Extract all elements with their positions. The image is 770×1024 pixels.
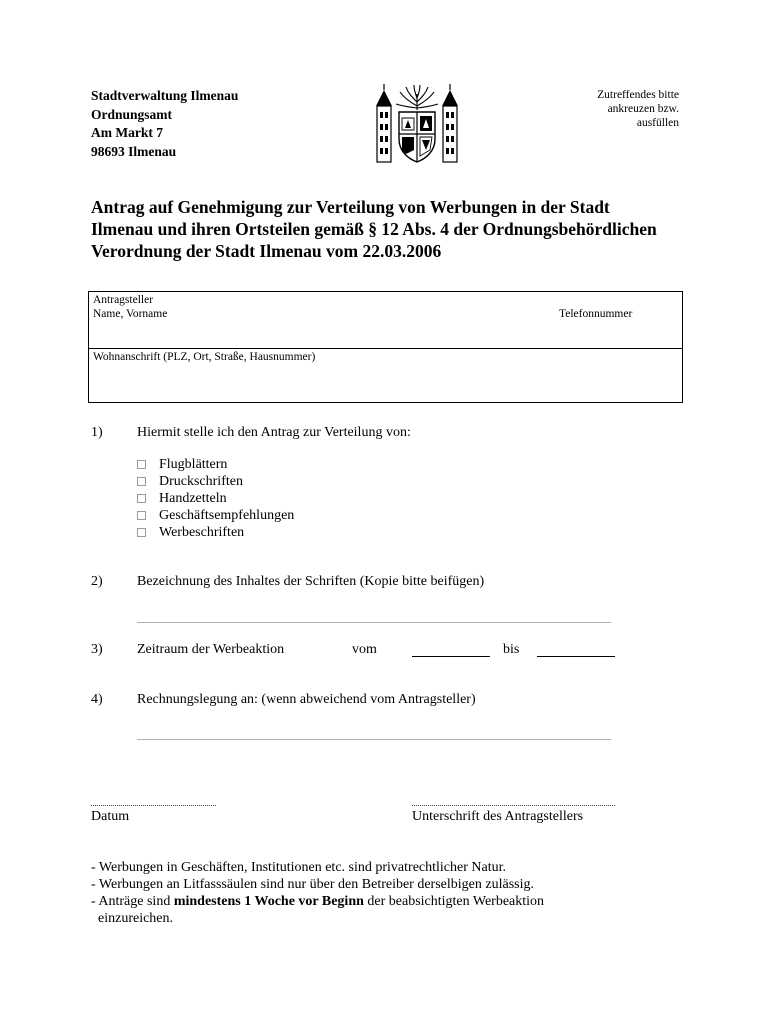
hint-line: Zutreffendes bitte	[597, 89, 679, 101]
section-4-text: Rechnungslegung an: (wenn abweichend vom Antragsteller)	[137, 692, 476, 707]
note-text: der beabsichtigten Werbeaktion	[363, 894, 545, 909]
option-druckschriften[interactable]	[137, 473, 294, 490]
title-line: Ilmenau und ihren Ortsteilen gemäß § 12 Abs. 4 der Ordnungsbehördlichen	[91, 219, 657, 239]
phone-field-label[interactable]: Telefonnummer	[559, 308, 633, 320]
hint-line: ausfüllen	[636, 117, 679, 129]
coat-of-arms-icon	[372, 84, 462, 164]
applicant-heading: Antragsteller	[93, 294, 154, 306]
to-label: bis	[503, 642, 520, 657]
form-title	[91, 196, 691, 262]
address-line: Am Markt 7	[91, 125, 163, 140]
sender-address	[91, 87, 238, 161]
title-line: Verordnung der Stadt Ilmenau vom 22.03.2006	[91, 241, 442, 261]
section-1-text: Hiermit stelle ich den Antrag zur Verteilung von:	[137, 425, 411, 440]
date-line[interactable]	[91, 805, 216, 806]
content-description-line[interactable]	[137, 622, 611, 623]
box-divider	[89, 348, 682, 349]
section-4-number: 4)	[91, 692, 103, 707]
address-field-label[interactable]: Wohnanschrift (PLZ, Ort, Straße, Hausnummer)	[93, 351, 316, 363]
note-emphasis: mindestens 1 Woche vor Beginn	[173, 894, 364, 909]
option-label: Handzetteln	[159, 491, 227, 506]
option-label: Geschäftsempfehlungen	[159, 508, 295, 523]
option-flugblaetter[interactable]	[137, 456, 294, 473]
option-label: Druckschriften	[159, 474, 243, 489]
checkbox[interactable]	[137, 494, 146, 503]
address-line: Stadtverwaltung Ilmenau	[91, 88, 239, 103]
name-field-label[interactable]: Name, Vorname	[93, 308, 168, 320]
section-2-text: Bezeichnung des Inhaltes der Schriften (Kopie bitte beifügen)	[137, 574, 485, 589]
signature-label: Unterschrift des Antragstellers	[412, 809, 584, 824]
section-2-number: 2)	[91, 574, 103, 589]
from-date-line[interactable]	[412, 656, 490, 657]
billing-address-line[interactable]	[137, 739, 611, 740]
option-label: Flugblättern	[159, 457, 228, 472]
option-geschaeftsempfehlungen[interactable]	[137, 507, 294, 524]
note-text: - Anträge sind	[91, 894, 174, 909]
section-3-text: Zeitraum der Werbeaktion	[137, 642, 285, 657]
option-label: Werbeschriften	[159, 525, 245, 540]
to-date-line[interactable]	[537, 656, 615, 657]
option-werbeschriften[interactable]	[137, 524, 294, 541]
distribution-type-options	[137, 456, 294, 541]
checkbox[interactable]	[137, 477, 146, 486]
note-line	[91, 893, 691, 910]
title-line: Antrag auf Genehmigung zur Verteilung von Werbungen in der Stadt	[91, 197, 610, 217]
address-line: 98693 Ilmenau	[91, 143, 177, 159]
option-handzettel[interactable]	[137, 490, 294, 507]
notes	[91, 859, 691, 927]
note-line: einzureichen.	[91, 911, 174, 926]
from-label: vom	[352, 642, 377, 657]
hint-line: ankreuzen bzw.	[607, 103, 679, 115]
fill-in-hint	[560, 88, 679, 130]
checkbox[interactable]	[137, 460, 146, 469]
signature-line[interactable]	[412, 805, 615, 806]
address-line: Ordnungsamt	[91, 106, 173, 122]
checkbox[interactable]	[137, 528, 146, 537]
checkbox[interactable]	[137, 511, 146, 520]
date-label: Datum	[91, 809, 130, 824]
section-3-number: 3)	[91, 642, 103, 657]
note-line: - Werbungen an Litfasssäulen sind nur über den Betreiber derselbigen zulässig.	[91, 877, 534, 892]
note-line: - Werbungen in Geschäften, Institutionen etc. sind privatrechtlicher Natur.	[91, 860, 506, 875]
applicant-box	[88, 291, 683, 403]
section-1-number: 1)	[91, 425, 103, 440]
